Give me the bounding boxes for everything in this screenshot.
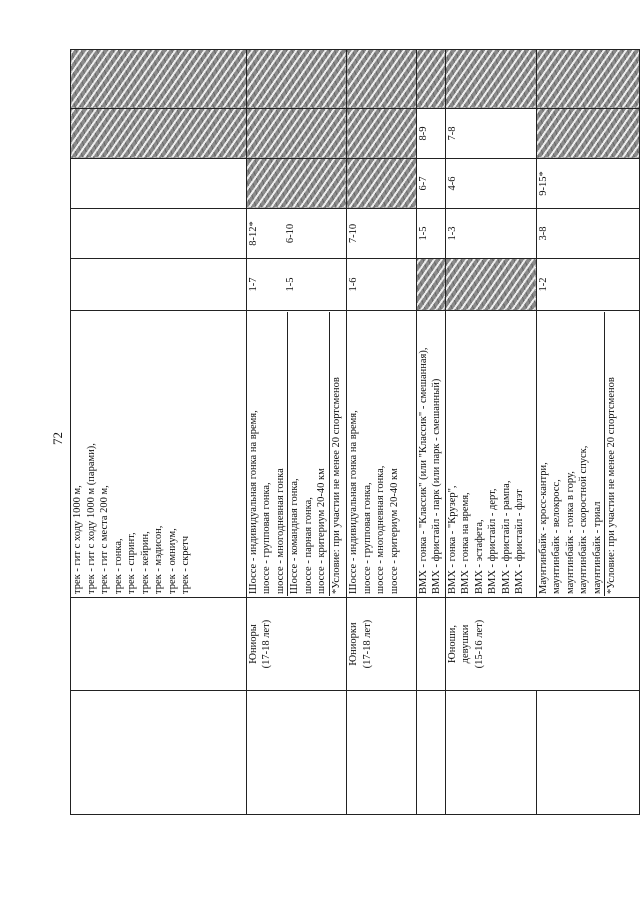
event-line: трек - кейрин,: [139, 531, 151, 594]
category-label: Юноши,: [446, 625, 458, 663]
youth-bmx-events-cell: [445, 311, 536, 598]
event-line: ВМХ - гонка - "Крузер",: [446, 485, 458, 594]
place-range-cell: 1-5: [416, 209, 445, 259]
juniors-f-events-cell: [347, 311, 416, 598]
category-label: Юниоры: [247, 624, 259, 664]
track-events-cell: [71, 311, 247, 598]
empty-cell: [71, 209, 247, 259]
event-line: Шоссе - индивидуальная гонка на время,: [348, 410, 360, 594]
place-range-cell: 7-8: [445, 109, 536, 159]
event-line: маунтинбайк - скоростной спуск,: [578, 445, 590, 594]
category-age: (17-18 лет): [361, 619, 373, 669]
juniors-f-row: [347, 50, 416, 815]
place-range: 8-12*: [247, 221, 259, 246]
empty-cell: [246, 691, 347, 815]
empty-cell: [416, 598, 445, 691]
event-line: ВМХ - фристайл - рампа,: [500, 480, 512, 594]
category-label: Юниорки: [348, 622, 360, 666]
place-range-cell: 6-7: [416, 159, 445, 209]
place-range: 1-7: [247, 277, 259, 292]
category-age: (17-18 лет): [261, 619, 273, 669]
place-range-cell: 9-15*: [536, 159, 639, 209]
event-line: Шоссе - индивидуальная гонка на время,: [247, 410, 259, 594]
event-line: трек - мэдисон,: [153, 525, 164, 594]
empty-cell: [71, 159, 247, 209]
bmx-classic-row: [416, 50, 445, 815]
event-line: шоссе - многодневная гонка,: [375, 465, 387, 594]
place-range-cell: 8-9: [416, 109, 445, 159]
juniors-m-events-cell: [246, 311, 347, 598]
hatched-cell: [445, 50, 536, 109]
track-row: [71, 50, 247, 815]
youth-mtb-events-cell: [536, 311, 639, 598]
empty-cell: [71, 259, 247, 311]
category-cell-juniors-f: [347, 598, 416, 691]
hatched-cell: [347, 50, 416, 109]
hatched-cell: [71, 109, 247, 159]
event-line: ВМХ - эстафета,: [473, 519, 485, 594]
hatched-cell: [445, 259, 536, 311]
event-line: Маунтинбайк - кросс-кантри,: [537, 462, 549, 594]
place-range-cell: 1-3: [445, 209, 536, 259]
place-range-cell: 3-8: [536, 209, 639, 259]
event-line: маунтинбайк - триал: [591, 501, 603, 594]
ranking-table: [70, 49, 640, 815]
place-range-cell: [246, 259, 347, 311]
hatched-cell: [347, 159, 416, 209]
juniors-m-row: [246, 50, 347, 815]
event-line: трек - скретч: [180, 535, 191, 594]
event-line: шоссе - критериум 20-40 км: [316, 468, 328, 594]
hatched-cell: [416, 50, 445, 109]
empty-cell: [71, 598, 247, 691]
event-line: ВМХ - гонка на время,: [460, 492, 472, 594]
category-cell-youth: [445, 598, 639, 691]
bmx-events-cell: [416, 311, 445, 598]
condition-note: *Условие: при участии не менее 20 спортсменов: [329, 312, 344, 596]
event-line: ВМХ - фристайл - парк (или парк - смешанный): [431, 378, 443, 594]
empty-cell: [445, 691, 536, 815]
rotated-table-container: [70, 50, 640, 815]
event-line: маунтинбайк - велокросс,: [551, 479, 563, 594]
place-range-cell: 1-2: [536, 259, 639, 311]
place-range: 1-5: [285, 277, 297, 292]
event-line: маунтинбайк - гонка в гору,: [564, 471, 576, 594]
place-range-cell: 1-6: [347, 259, 416, 311]
event-line: ВМХ - фристайл - дерт,: [487, 488, 499, 594]
event-line: шоссе - парная гонка,: [302, 497, 314, 594]
category-cell-juniors-m: [246, 598, 347, 691]
empty-cell: [71, 691, 247, 815]
event-line: шоссе - групповая гонка,: [261, 482, 273, 594]
hatched-cell: [416, 259, 445, 311]
place-range-cell: 7-10: [347, 209, 416, 259]
hatched-cell: [71, 50, 247, 109]
place-range-cell: 4-6: [445, 159, 536, 209]
hatched-cell: [246, 109, 347, 159]
hatched-cell: [536, 50, 639, 109]
event-line: Шоссе - командная гонка,: [287, 312, 302, 596]
event-line: ВМХ - гонка - "Классик" (или "Классик" - смешанная),: [417, 347, 429, 594]
event-line: трек - омниум,: [166, 528, 178, 594]
condition-note: *Условие: при участии не менее 20 спортсменов: [604, 312, 619, 596]
empty-cell: [416, 691, 445, 815]
hatched-cell: [246, 50, 347, 109]
youth-row: [445, 50, 536, 815]
empty-cell: [536, 691, 639, 815]
event-line: шоссе - многодневная гонка: [274, 468, 286, 594]
page-number: 72: [50, 432, 65, 445]
hatched-cell: [347, 109, 416, 159]
event-line: трек - гонка,: [112, 538, 124, 594]
empty-cell: [347, 691, 416, 815]
hatched-cell: [246, 159, 347, 209]
place-range: 6-10: [285, 223, 297, 244]
event-line: трек - гит с ходу 1000 м,: [72, 485, 83, 594]
hatched-cell: [536, 109, 639, 159]
event-line: ВМХ - фристайл - флэт: [514, 489, 526, 594]
event-line: трек - гит с ходу 1000 м (парами),: [85, 443, 97, 594]
event-line: трек - гит с места 200 м,: [99, 485, 110, 594]
youth-mtb-row: [536, 50, 639, 815]
place-range-cell: [246, 209, 347, 259]
event-line: шоссе - критериум 20-40 км: [388, 468, 400, 594]
category-age: (15-16 лет): [473, 619, 485, 669]
event-line: шоссе - групповая гонка,: [361, 482, 373, 594]
category-label: девушки: [460, 624, 472, 664]
event-line: трек - спринт,: [126, 532, 137, 594]
